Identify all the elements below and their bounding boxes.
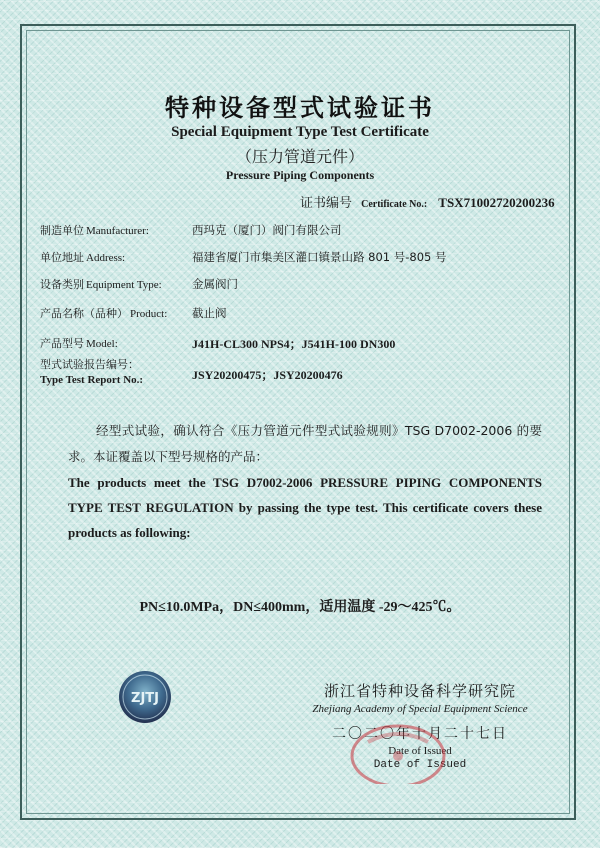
address-value: 福建省厦门市集美区灌口镇景山路 801 号-805 号: [192, 250, 447, 264]
issue-date-label-1: Date of Issued: [388, 745, 452, 757]
address-label-en: Address:: [86, 252, 126, 264]
equipment-type-label-en: Equipment Type:: [86, 279, 162, 291]
equipment-type-label-cn: 设备类别: [40, 278, 84, 291]
product-row: [40, 305, 560, 327]
manufacturer-label-cn: 制造单位: [40, 224, 84, 237]
product-label-cn: 产品名称（品种）: [40, 307, 128, 320]
product-value: 截止阀: [192, 306, 227, 320]
title-chinese: 特种设备型式试验证书: [165, 94, 435, 122]
address-label-cn: 单位地址: [40, 251, 84, 264]
seal-star: [393, 751, 403, 761]
report-value: JSY20200475；JSY20200476: [192, 368, 343, 382]
statement-chinese: 经型式试验，确认符合《压力管道元件型式试验规则》TSG D7002-2006 的要求。本证覆盖以下型号规格的产品：: [68, 423, 542, 464]
institute-logo: [118, 670, 172, 724]
equipment-type-value: 金属阀门: [192, 277, 238, 291]
report-row: [40, 356, 560, 396]
seal-arc: [368, 734, 428, 742]
report-label-en: Type Test Report No.:: [40, 374, 144, 386]
logo-text: ZJTJ: [131, 691, 159, 706]
subtitle-english: Pressure Piping Components: [225, 168, 375, 182]
address-row: [40, 249, 560, 271]
equipment-type-row: [40, 276, 560, 298]
specification-line: PN≤10.0MPa，DN≤400mm，适用温度 -29～425℃。: [139, 600, 461, 615]
manufacturer-label-en: Manufacturer:: [86, 225, 149, 237]
manufacturer-value: 西玛克（厦门）阀门有限公司: [192, 223, 342, 237]
model-row: [40, 335, 560, 357]
model-value: J41H-CL300 NPS4；J541H-100 DN300: [192, 337, 396, 351]
issue-date-label-2: Date of Issued: [373, 759, 467, 771]
model-label-en: Model:: [86, 338, 118, 350]
certificate-number-label-en: Certificate No.:: [361, 199, 428, 210]
certificate-number-label-cn: 证书编号: [300, 196, 353, 211]
certificate-number-value: TSX71002720200236: [438, 195, 555, 210]
statement-english: The products meet the TSG D7002-2006 PRESSURE PIPING COMPONENTS TYPE TEST REGULATION by passing the type test. This certificate covers these products as following:: [68, 475, 542, 540]
model-label-cn: 产品型号: [40, 337, 84, 350]
issue-date-cn: 二〇二〇年十月二十七日: [332, 726, 508, 742]
issuer-name-cn: 浙江省特种设备科学研究院: [323, 682, 516, 700]
issuer-name-en: Zhejiang Academy of Special Equipment Science: [312, 703, 528, 715]
official-seal: [348, 722, 448, 784]
subtitle-chinese: （压力管道元件）: [235, 147, 364, 166]
title-english: Special Equipment Type Test Certificate: [171, 124, 429, 140]
certificate-number: [300, 192, 555, 211]
product-label-en: Product:: [130, 308, 168, 320]
manufacturer-row: [40, 222, 560, 244]
report-label-cn: 型式试验报告编号：: [40, 358, 139, 371]
